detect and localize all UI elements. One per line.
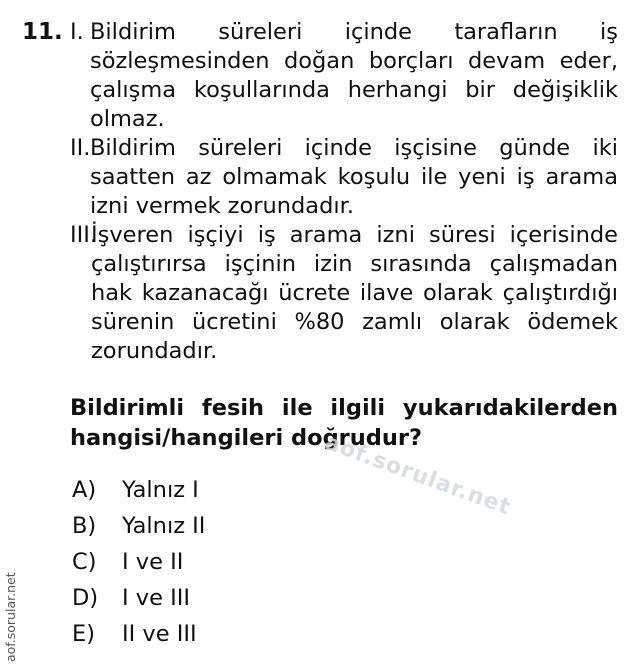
option-b-letter: B) xyxy=(72,513,97,539)
statement-1 xyxy=(70,18,618,134)
option-c-text: I ve II xyxy=(122,549,184,575)
watermark-diagonal: aof.sorular.net xyxy=(321,430,515,521)
option-c-letter: C) xyxy=(72,549,97,575)
option-d-text: I ve III xyxy=(122,585,191,611)
option-b-text: Yalnız II xyxy=(122,513,206,539)
statement-3-numeral: III. xyxy=(70,222,98,248)
statement-3 xyxy=(70,221,618,366)
option-b[interactable] xyxy=(72,512,205,548)
statement-2-numeral: II. xyxy=(70,135,91,161)
statement-3-text: İşveren işçiyi iş arama izni süresi içerisinde çalıştırırsa işçinin izin sırasında çalışmadan hak kazanacağı ücrete ilave olarak çalıştırdığı sürenin ücretini %80 zamlı olarak ödemek zorundadır. xyxy=(91,222,618,364)
option-e-text: II ve III xyxy=(122,621,197,647)
statement-2-text: Bildirim süreleri içinde işçisine günde iki saatten az olmamak koşulu ile yeni iş arama izni vermek zorundadır. xyxy=(90,135,618,219)
question-prompt: Bildirimli fesih ile ilgili yukarıdakilerden hangisi/hangileri doğrudur? xyxy=(70,395,618,451)
option-e-letter: E) xyxy=(72,621,95,647)
watermark-side: aof.sorular.net xyxy=(3,572,18,662)
statement-1-text: Bildirim süreleri içinde tarafların iş sözleşmesinden doğan borçları devam eder, çalışma koşullarında herhangi bir değişiklik olmaz. xyxy=(90,19,618,132)
option-d[interactable] xyxy=(72,584,205,620)
option-a-text: Yalnız I xyxy=(122,477,199,503)
option-a[interactable] xyxy=(72,476,205,512)
option-d-letter: D) xyxy=(72,585,99,611)
option-c[interactable] xyxy=(72,548,205,584)
option-a-letter: A) xyxy=(72,477,97,503)
question-number: 11. xyxy=(22,19,63,45)
option-e[interactable] xyxy=(72,620,205,656)
statement-1-numeral: I. xyxy=(70,19,84,45)
answer-options xyxy=(72,476,205,656)
statement-2 xyxy=(70,134,618,221)
